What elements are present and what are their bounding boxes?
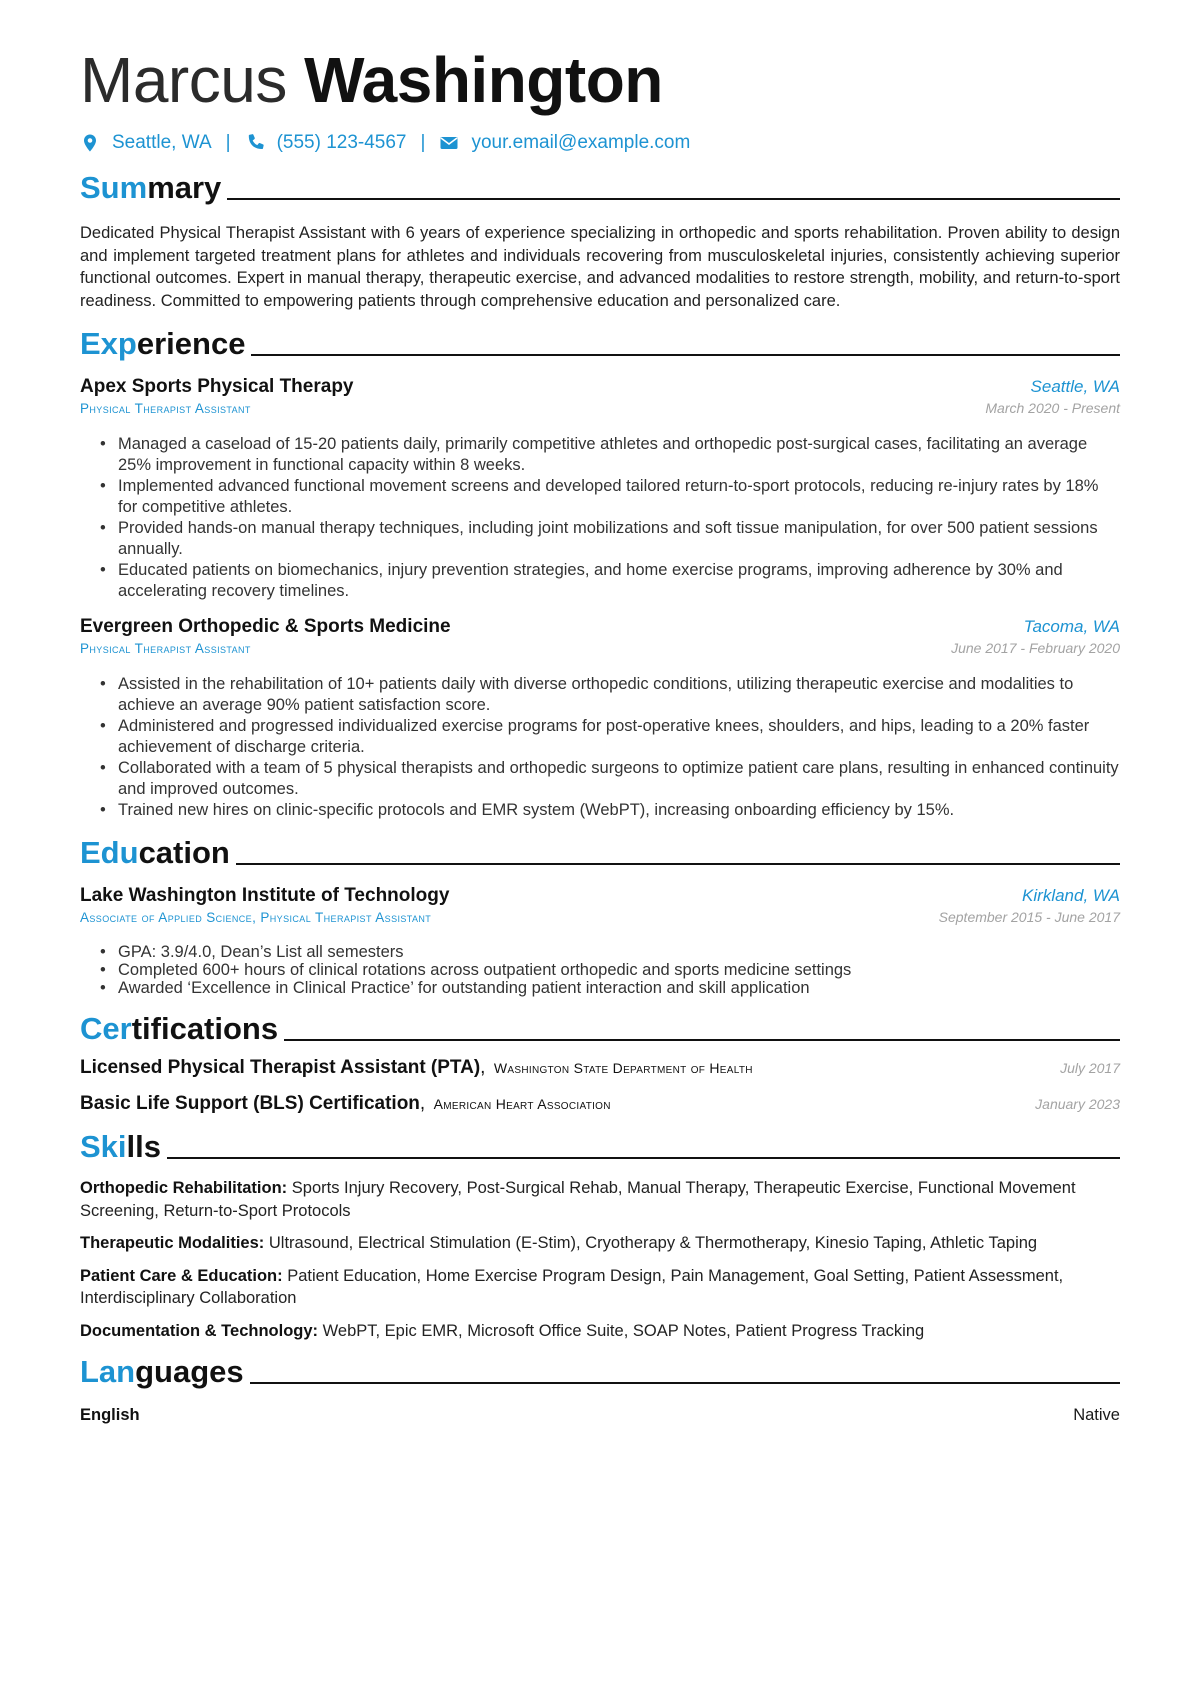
title-accent: Edu: [80, 835, 139, 870]
employer-name: Evergreen Orthopedic & Sports Medicine: [80, 616, 451, 637]
job-entry: [80, 376, 1120, 602]
skill-group: [80, 1265, 1120, 1310]
skill-list: Ultrasound, Electrical Stimulation (E-Stim), Cryotherapy & Thermotherapy, Kinesio Taping, Athletic Taping: [268, 1234, 1038, 1252]
bullet-item: • Trained new hires on clinic-specific protocols and EMR system (WebPT), increasing onboarding efficiency by 15%.: [118, 800, 1120, 821]
skill-category: Patient Care & Education:: [80, 1266, 283, 1285]
certification-name: Licensed Physical Therapist Assistant (PTA): [80, 1057, 481, 1078]
certification-item: [80, 1093, 1120, 1119]
language-name: English: [80, 1406, 140, 1424]
summary-header: [80, 170, 1120, 206]
skill-category: Documentation & Technology:: [80, 1321, 319, 1340]
title-accent: Ski: [80, 1129, 127, 1164]
skill-list: WebPT, Epic EMR, Microsoft Office Suite, SOAP Notes, Patient Progress Tracking: [322, 1321, 925, 1340]
title-accent: Sum: [80, 170, 148, 205]
job-bullets: [80, 674, 1120, 821]
certification-name: Basic Life Support (BLS) Certification: [80, 1093, 420, 1114]
skill-group: [80, 1232, 1120, 1255]
certification-issuer: Washington State Department of Health: [493, 1060, 753, 1076]
map-marker-icon: [80, 133, 100, 153]
section-title-languages: [80, 1354, 244, 1390]
education-bullets: [80, 943, 1120, 997]
job-location: Seattle, WA: [1030, 377, 1120, 396]
bullet-item: • Completed 600+ hours of clinical rotations across outpatient orthopedic and sports medicine settings: [118, 961, 1120, 979]
language-level: Native: [1073, 1406, 1120, 1424]
education-dates: September 2015 - June 2017: [938, 909, 1120, 925]
title-rest: tifications: [131, 1011, 279, 1046]
skill-category: Therapeutic Modalities:: [80, 1234, 265, 1252]
bullet-item: • Managed a caseload of 15-20 patients daily, primarily competitive athletes and orthopedic post-surgical cases, facilitating an average 25% improvement in functional capacity within 8 weeks.: [118, 434, 1120, 476]
certification-comma: ,: [480, 1057, 486, 1078]
section-rule: [284, 1039, 1120, 1041]
title-accent: Cer: [80, 1011, 132, 1046]
education-header: [80, 835, 1120, 871]
bullet-item: • Collaborated with a team of 5 physical therapists and orthopedic surgeons to optimize patient care plans, resulting in enhanced continuity and improved outcomes.: [118, 758, 1120, 800]
bullet-item: • Educated patients on biomechanics, injury prevention strategies, and home exercise programs, improving adherence by 30% and accelerating recovery timelines.: [118, 560, 1120, 602]
first-name: Marcus: [80, 44, 287, 116]
title-accent: Lan: [80, 1354, 136, 1389]
section-rule: [251, 354, 1120, 356]
certification-date: July 2017: [1060, 1060, 1120, 1076]
school-location: Kirkland, WA: [1022, 886, 1120, 905]
phone-text: (555) 123-4567: [276, 132, 407, 153]
title-rest: lls: [126, 1129, 161, 1164]
school-name: Lake Washington Institute of Technology: [80, 885, 450, 906]
language-item: [80, 1404, 1120, 1426]
phone-icon: [245, 133, 265, 153]
languages-header: [80, 1354, 1120, 1390]
title-rest: guages: [135, 1354, 244, 1389]
title-accent: Exp: [80, 326, 137, 361]
job-bullets: [80, 434, 1120, 602]
contact-email[interactable]: [439, 132, 690, 154]
section-rule: [236, 863, 1120, 865]
location-text: Seattle, WA: [112, 132, 212, 153]
resume-page: [80, 0, 1120, 1426]
skill-group: [80, 1320, 1120, 1343]
bullet-item: • Administered and progressed individualized exercise programs for post-operative knees, shoulders, and hips, leading to a 20% faster achievement of discharge criteria.: [118, 716, 1120, 758]
skills-header: [80, 1129, 1120, 1165]
skill-list: Sports Injury Recovery, Post-Surgical Rehab, Manual Therapy, Therapeutic Exercise, Functional Movement Screening, Return-to-Sport Protocols: [80, 1179, 1076, 1220]
section-rule: [250, 1382, 1120, 1384]
section-title-experience: [80, 326, 245, 362]
contact-line: [80, 130, 1120, 156]
envelope-icon: [439, 133, 459, 153]
title-rest: cation: [138, 835, 230, 870]
certification-date: January 2023: [1035, 1096, 1120, 1112]
bullet-item: • Implemented advanced functional movement screens and developed tailored return-to-sport protocols, reducing re-injury rates by 18% for competitive athletes.: [118, 476, 1120, 518]
job-dates: March 2020 - Present: [985, 400, 1120, 416]
bullet-item: • GPA: 3.9/4.0, Dean’s List all semesters: [118, 943, 1120, 961]
certification-comma: ,: [419, 1093, 426, 1114]
degree: Associate of Applied Science, Physical Therapist Assistant: [80, 910, 432, 925]
job-title: Physical Therapist Assistant: [80, 641, 251, 656]
bullet-item: • Provided hands-on manual therapy techniques, including joint mobilizations and soft tissue manipulation, for over 500 patient sessions annually.: [118, 518, 1120, 560]
section-title-summary: [80, 170, 221, 206]
section-title-certifications: [80, 1011, 278, 1047]
email-link[interactable]: your.email@example.com: [471, 132, 691, 153]
bullet-item: • Assisted in the rehabilitation of 10+ patients daily with diverse orthopedic conditions, utilizing therapeutic exercise and modalities to achieve an average 90% patient satisfaction score.: [118, 674, 1120, 716]
contact-separator: |: [420, 132, 426, 153]
job-dates: June 2017 - February 2020: [951, 640, 1120, 656]
contact-separator: |: [225, 132, 231, 153]
bullet-item: • Awarded ‘Excellence in Clinical Practice’ for outstanding patient interaction and skill application: [118, 979, 1120, 997]
skill-category: Orthopedic Rehabilitation:: [80, 1179, 288, 1197]
last-name: Washington: [304, 44, 663, 116]
title-rest: mary: [147, 170, 222, 205]
section-rule: [167, 1157, 1120, 1159]
title-rest: erience: [136, 326, 246, 361]
job-entry: [80, 616, 1120, 821]
summary-text: Dedicated Physical Therapist Assistant with 6 years of experience specializing in orthopedic and sports rehabilitation. Proven ability to design and implement targeted treatment plans for athletes and individuals recovering from musculoskeletal injuries, consistently achieving superior functional outcomes. Expert in manual therapy, therapeutic exercise, and advanced modalities to restore strength, mobility, and return-to-sport readiness. Committed to empowering patients through comprehensive education and personalized care.: [80, 224, 1120, 310]
section-title-skills: [80, 1129, 161, 1165]
certifications-header: [80, 1011, 1120, 1047]
certification-item: [80, 1057, 1120, 1083]
contact-location: [80, 132, 212, 154]
contact-phone[interactable]: [245, 132, 407, 154]
section-rule: [227, 198, 1120, 200]
education-entry: [80, 885, 1120, 997]
employer-name: Apex Sports Physical Therapy: [80, 376, 354, 397]
section-title-education: [80, 835, 230, 871]
experience-header: [80, 326, 1120, 362]
certification-issuer: American Heart Association: [433, 1096, 611, 1112]
job-location: Tacoma, WA: [1023, 617, 1120, 636]
candidate-name: [80, 42, 1120, 118]
job-title: Physical Therapist Assistant: [80, 401, 251, 416]
skill-group: [80, 1177, 1120, 1222]
skill-list: Patient Education, Home Exercise Program Design, Pain Management, Goal Setting, Patient Assessment, Interdisciplinary Collaboration: [80, 1266, 1064, 1307]
